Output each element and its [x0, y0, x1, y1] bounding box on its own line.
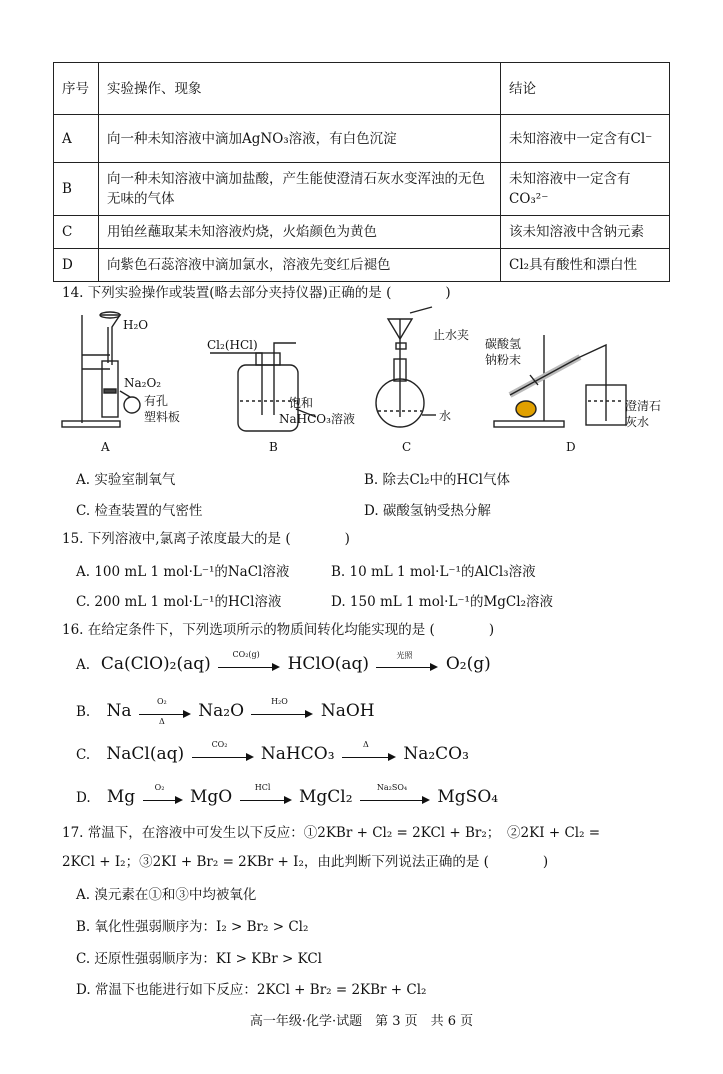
- label-d-limewater-2: 灰水: [625, 415, 650, 429]
- q14-option-a: A. 实验室制氧气: [76, 472, 176, 488]
- label-b-solution: NaHCO₃溶液: [279, 412, 355, 426]
- label-b-gas: Cl₂(HCl): [207, 338, 258, 352]
- table-row: [54, 163, 670, 216]
- header-id: 序号: [54, 63, 99, 115]
- row-operation: 向一种未知溶液中滴加AgNO₃溶液，有白色沉淀: [99, 115, 501, 163]
- q15-option-b: B. 10 mL 1 mol·L⁻¹的AlCl₃溶液: [331, 564, 536, 580]
- q14-option-d: D. 碳酸氢钠受热分解: [364, 503, 491, 519]
- q16-option-a: [76, 649, 491, 674]
- q16-c-s3: Na₂CO₃: [403, 744, 469, 764]
- page-footer: 高一年级·化学·试题 第 3 页 共 6 页: [249, 1014, 474, 1029]
- q16-c-c1: CO₂: [211, 739, 228, 749]
- question-17-line1: 17. 常温下，在溶液中可发生以下反应：①2KBr + Cl₂ = 2KCl + Br₂； ②2KI + Cl₂ =: [62, 825, 601, 841]
- label-c-water: 水: [439, 409, 452, 423]
- q16-c-c2: Δ: [363, 739, 369, 749]
- row-conclusion: 未知溶液中一定含有CO₃²⁻: [501, 163, 670, 216]
- q16-d-c1: O₂: [154, 782, 165, 792]
- q16-option-d: [76, 782, 499, 807]
- question-17-line2: 2KCl + I₂；③2KI + Br₂ = 2KBr + I₂，由此判断下列说法正确的是 ( ): [62, 854, 549, 870]
- row-operation: 向紫色石蕊溶液中滴加氯水，溶液先变红后褪色: [99, 249, 501, 282]
- q16-c-s2: NaHCO₃: [260, 744, 335, 764]
- row-id: A: [54, 115, 99, 163]
- label-a-water: H₂O: [123, 318, 149, 332]
- label-c-clamp: 止水夹: [433, 328, 470, 342]
- q16-a-letter: A.: [76, 657, 91, 673]
- label-d-limewater-1: 澄清石: [625, 399, 662, 413]
- reaction-arrow: [251, 696, 313, 718]
- q16-d-c3: Na₂SO₄: [376, 782, 408, 792]
- q16-b-s1: Na: [106, 701, 132, 721]
- q16-d-s1: Mg: [106, 787, 136, 807]
- q17-option-c: C. 还原性强弱顺序为：KI > KBr > KCl: [76, 951, 322, 967]
- q16-d-s4: MgSO₄: [437, 787, 499, 807]
- reaction-arrow: [342, 739, 396, 761]
- reaction-arrow: [192, 739, 254, 761]
- q16-a-c2: 光照: [396, 650, 413, 660]
- letter-c: C: [402, 440, 412, 454]
- q16-b-c1b: Δ: [158, 716, 165, 726]
- label-d-nahco3-2: 钠粉末: [485, 353, 522, 367]
- row-id: C: [54, 216, 99, 249]
- row-operation: 向一种未知溶液中滴加盐酸，产生能使澄清石灰水变浑浊的无色无味的气体: [99, 163, 501, 216]
- letter-b: B: [269, 440, 278, 454]
- q16-option-b: [76, 696, 375, 726]
- label-a-perforated: 有孔: [144, 394, 169, 408]
- q15-option-a: A. 100 mL 1 mol·L⁻¹的NaCl溶液: [76, 564, 290, 580]
- table-row: [54, 115, 670, 163]
- q16-b-c1: O₂: [156, 696, 167, 706]
- table-header-row: [54, 63, 670, 115]
- q16-c-s1: NaCl(aq): [106, 744, 185, 764]
- q16-a-s3: O₂(g): [445, 654, 491, 674]
- question-14-stem: 14. 下列实验操作或装置(略去部分夹持仪器)正确的是 ( ): [62, 285, 451, 301]
- label-d-nahco3-1: 碳酸氢: [485, 337, 522, 351]
- row-id: D: [54, 249, 99, 282]
- q17-option-d: D. 常温下也能进行如下反应：2KCl + Br₂ = 2KBr + Cl₂: [76, 982, 427, 998]
- header-conclusion: 结论: [501, 63, 670, 115]
- reaction-arrow: [143, 782, 183, 804]
- question-15-stem: 15. 下列溶液中,氯离子浓度最大的是 ( ): [62, 531, 350, 547]
- reaction-arrow: [218, 649, 280, 671]
- reaction-arrow: [376, 650, 438, 671]
- reaction-arrow: [360, 782, 430, 804]
- header-operation: 实验操作、现象: [99, 63, 501, 115]
- q16-b-s2: Na₂O: [198, 701, 245, 721]
- q16-c-letter: C.: [76, 747, 91, 763]
- q16-a-c1: CO₂(g): [232, 649, 260, 659]
- apparatus-c: [376, 307, 436, 427]
- question-16-stem: 16. 在给定条件下，下列选项所示的物质间转化均能实现的是 ( ): [62, 622, 495, 638]
- letter-a: A: [101, 440, 110, 454]
- reaction-arrow: [240, 782, 292, 804]
- row-conclusion: 未知溶液中一定含有Cl⁻: [501, 115, 670, 163]
- label-a-plastic-plate: 塑料板: [144, 410, 181, 424]
- q16-a-s2: HClO(aq): [287, 654, 370, 674]
- q16-option-c: [76, 739, 469, 764]
- q16-b-letter: B.: [76, 704, 91, 720]
- q14-option-c: C. 检查装置的气密性: [76, 503, 203, 519]
- q17-option-b: B. 氧化性强弱顺序为：I₂ > Br₂ > Cl₂: [76, 919, 309, 935]
- q16-b-c2: H₂O: [271, 696, 288, 706]
- experiment-table: [53, 62, 670, 282]
- q16-d-s3: MgCl₂: [299, 787, 353, 807]
- q16-d-s2: MgO: [189, 787, 233, 807]
- q16-d-c2: HCl: [254, 782, 271, 792]
- q15-option-d: D. 150 mL 1 mol·L⁻¹的MgCl₂溶液: [331, 594, 553, 610]
- row-conclusion: Cl₂具有酸性和漂白性: [501, 249, 670, 282]
- q16-b-s3: NaOH: [320, 701, 375, 721]
- q16-a-s1: Ca(ClO)₂(aq): [100, 654, 211, 674]
- letter-d: D: [566, 440, 576, 454]
- table-row: [54, 216, 670, 249]
- table-row: [54, 249, 670, 282]
- row-operation: 用铂丝蘸取某未知溶液灼烧，火焰颜色为黄色: [99, 216, 501, 249]
- q14-option-b: B. 除去Cl₂中的HCl气体: [364, 472, 510, 488]
- label-b-saturated: 饱和: [289, 396, 314, 410]
- row-conclusion: 该未知溶液中含钠元素: [501, 216, 670, 249]
- q16-d-letter: D.: [76, 790, 91, 806]
- label-a-na2o2: Na₂O₂: [124, 376, 162, 390]
- reaction-arrow: [139, 696, 191, 726]
- row-id: B: [54, 163, 99, 216]
- q17-option-a: A. 溴元素在①和③中均被氧化: [76, 887, 257, 903]
- q15-option-c: C. 200 mL 1 mol·L⁻¹的HCl溶液: [76, 594, 282, 610]
